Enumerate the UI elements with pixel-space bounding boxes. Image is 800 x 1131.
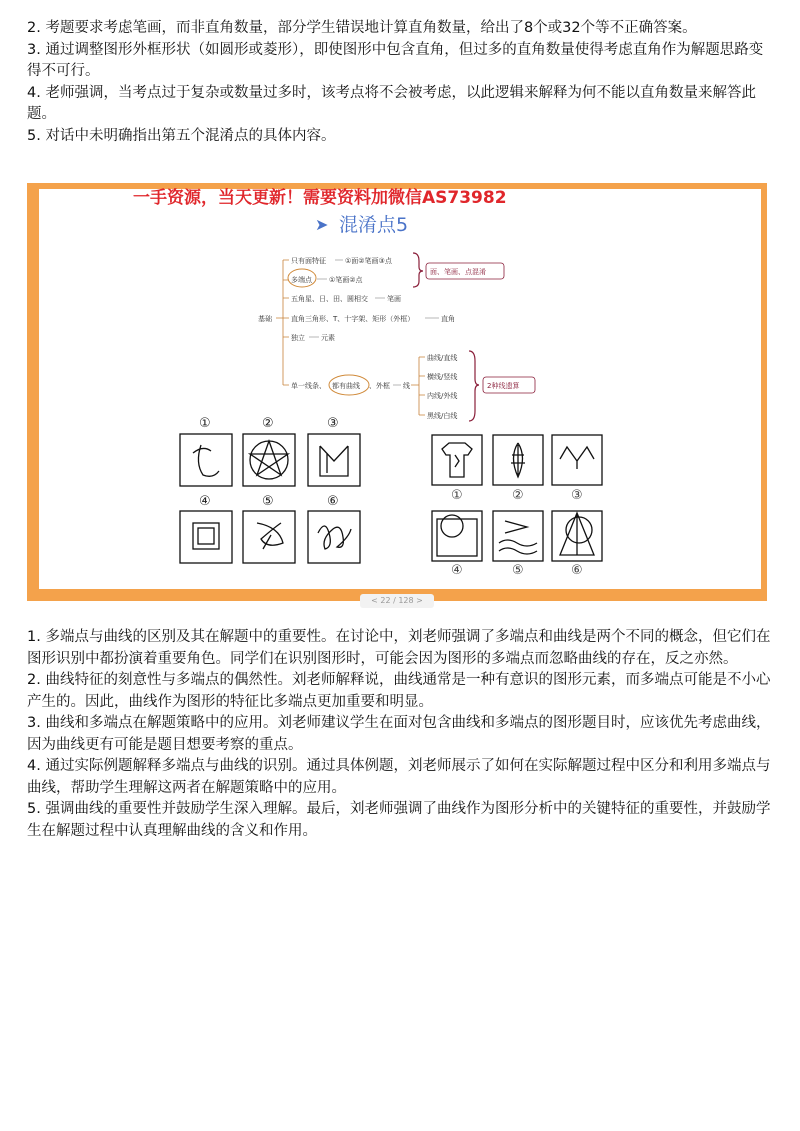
- slide-title: 混淆点5: [339, 214, 409, 236]
- bottom-item-4: 4. 通过实际例题解释多端点与曲线的识别。通过具体例题，刘老师展示了如何在实际解题过程中区分和利用多端点与曲线，帮助学生理解这两者在解题策略中的应用。: [27, 758, 771, 796]
- left-label-5: ⑤: [262, 494, 274, 509]
- top-item-4: 4. 老师强调，当考点过于复杂或数量过多时，该考点将不会被考虑，以此逻辑来解释为何不能以直角数量来解答此题。: [27, 84, 756, 122]
- branch-curve-a: 单一线条、: [291, 382, 326, 390]
- right-label-3: ③: [571, 488, 583, 503]
- branch-right-angle-leaf: 直角: [441, 315, 455, 323]
- top-item-3: 3. 通过调整图形外框形状（如圆形或菱形），即使图形中包含直角，但过多的直角数量使得考虑直角作为解题思路变得不可行。: [27, 41, 764, 79]
- bottom-list: [27, 627, 777, 842]
- bottom-item-5: 5. 强调曲线的重要性并鼓励学生深入理解。最后，刘老师强调了曲线作为图形分析中的关键特征的重要性，并鼓励学生在解题过程中认真理解曲线的含义和作用。: [27, 801, 771, 839]
- top-item-2: 2. 考题要求考虑笔画，而非直角数量，部分学生错误地计算直角数量，给出了8个或32个等不正确答案。: [27, 20, 697, 36]
- bottom-item-1: 1. 多端点与曲线的区别及其在解题中的重要性。在讨论中，刘老师强调了多端点和曲线是两个不同的概念，但它们在图形识别中都扮演着重要角色。同学们在识别图形时，可能会因为图形的多端点而忽略曲线的存在，反之亦然。: [27, 629, 771, 667]
- tag-confusion: 面、笔画、点混淆: [430, 268, 486, 276]
- branch-multi-endpoint: 多端点: [291, 276, 312, 284]
- slide-inner: [39, 189, 761, 589]
- right-label-2: ②: [512, 488, 524, 503]
- watermark-text: 一手资源，当天更新！需要资料加微信AS73982: [133, 188, 507, 208]
- right-label-6: ⑥: [571, 563, 583, 578]
- branch-independent-leaf: 元素: [321, 334, 335, 342]
- branch-face-leaf: ①面②笔画③点: [345, 257, 392, 265]
- tag-two-lines: 2种线遗算: [487, 382, 520, 390]
- curve-type-1: 曲线/直线: [427, 354, 458, 362]
- slide-page-indicator[interactable]: < 22 / 128 >: [360, 594, 434, 608]
- bottom-item-2: 2. 曲线特征的刻意性与多端点的偶然性。刘老师解释说，曲线通常是一种有意识的图形元素，而多端点可能是不小心产生的。因此，曲线作为图形的特征比多端点更加重要和明显。: [27, 672, 771, 710]
- branch-multi-endpoint-leaf: ①笔画②点: [329, 276, 363, 284]
- branch-face: 只有面特征: [291, 257, 326, 265]
- branch-curve-leaf: 线: [403, 382, 410, 390]
- top-item-5: 5. 对话中未明确指出第五个混淆点的具体内容。: [27, 127, 336, 144]
- branch-curve-circled: 都有曲线: [332, 382, 360, 390]
- mindmap-root: 基础: [258, 315, 272, 323]
- left-label-3: ③: [327, 416, 339, 431]
- branch-star-leaf: 笔画: [387, 295, 401, 303]
- curve-type-3: 内线/外线: [427, 392, 458, 400]
- branch-curve-b: 、外框: [369, 382, 390, 390]
- branch-independent: 独立: [291, 334, 305, 342]
- left-label-2: ②: [262, 416, 274, 431]
- title-arrow-icon: ➤: [315, 215, 329, 234]
- top-list: [27, 18, 777, 147]
- right-label-4: ④: [451, 563, 463, 578]
- left-label-6: ⑥: [327, 494, 339, 509]
- branch-right-angle: 直角三角形、T、十字架、矩形（外框）: [291, 315, 415, 323]
- right-label-1: ①: [451, 488, 463, 503]
- curve-type-2: 横线/竖线: [427, 373, 458, 381]
- left-label-1: ①: [199, 416, 211, 431]
- curve-type-4: 黑线/白线: [427, 412, 458, 420]
- right-label-5: ⑤: [512, 563, 524, 578]
- slide-image: [27, 183, 773, 601]
- slide-canvas: [27, 183, 773, 601]
- bottom-item-3: 3. 曲线和多端点在解题策略中的应用。刘老师建议学生在面对包含曲线和多端点的图形题目时，应该优先考虑曲线，因为曲线更有可能是题目想要考察的重点。: [27, 715, 771, 753]
- left-label-4: ④: [199, 494, 211, 509]
- branch-star: 五角星、日、田、圆相交: [291, 295, 368, 303]
